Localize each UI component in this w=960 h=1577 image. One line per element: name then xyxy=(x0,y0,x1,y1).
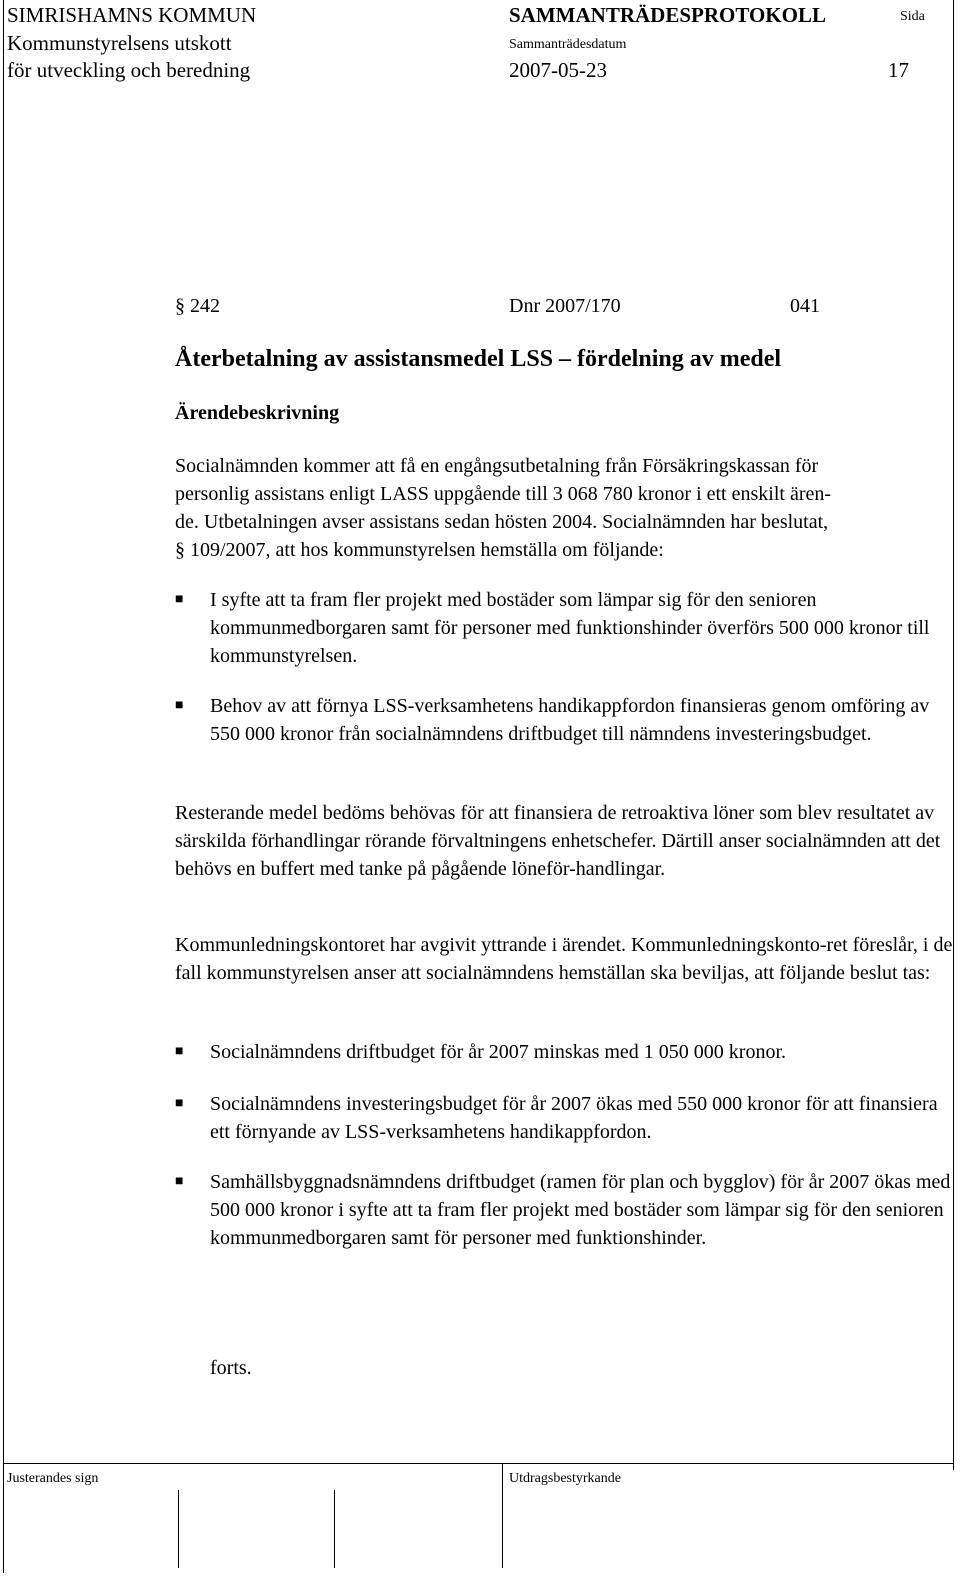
sign-box-divider xyxy=(3,1463,4,1573)
bullet-icon: ■ xyxy=(175,698,184,713)
section-symbol: § xyxy=(175,295,185,317)
meeting-date: 2007-05-23 xyxy=(509,58,607,82)
bullet-icon: ■ xyxy=(175,1174,184,1189)
bullet-icon: ■ xyxy=(175,592,184,607)
continued-marker: forts. xyxy=(210,1357,252,1379)
section-number xyxy=(175,292,220,320)
page-label: Sida xyxy=(900,9,925,24)
utdragsbestyrkande-label: Utdragsbestyrkande xyxy=(509,1471,621,1486)
intro-line-2: personlig assistans enligt LASS uppgående till 3 068 780 kronor i ett enskilt ären- xyxy=(175,483,832,505)
intro-line-4-text: 109/2007, att hos kommunstyrelsen hemställa om följande: xyxy=(190,539,664,561)
list-item: Behov av att förnya LSS-verksamhetens handikappfordon finansieras genom omföring av 550 000 kronor från socialnämndens driftbudget till nämndens investeringsbudget. xyxy=(210,695,930,745)
footer-top-rule xyxy=(3,1463,954,1464)
list-item: I syfte att ta fram fler projekt med bostäder som lämpar sig för den senioren kommunmedborgaren samt för personer med funktionshinder överförs 500 000 kronor till kommunstyrelsen. xyxy=(210,589,930,667)
intro-section-symbol: § xyxy=(175,539,185,561)
dnr: Dnr 2007/170 xyxy=(509,295,621,317)
intro-line-4 xyxy=(175,536,664,564)
list-item: Samhällsbyggnadsnämndens driftbudget (ramen för plan och bygglov) för år 2007 ökas med 500 000 kronor i syfte att ta fram fler projekt med bostäder som lämpar sig för den senioren kommunmedborgaren samt för personer med funktionshinder. xyxy=(210,1171,951,1249)
case-code: 041 xyxy=(790,295,820,317)
section-number-value: 242 xyxy=(190,295,220,317)
paragraph-remaining-funds: Resterande medel bedöms behövas för att finansiera de retroaktiva löner som blev resultatet av särskilda förhandlingar rörande förvaltningens enhetschefer. Därtill anser socialnämnden att det behövs en buffert med tanke på pågående löneför-handlingar. xyxy=(175,802,941,880)
bullet-icon: ■ xyxy=(175,1044,184,1059)
doc-type: SAMMANTRÄDESPROTOKOLL xyxy=(509,3,826,27)
case-title: Återbetalning av assistansmedel LSS – fördelning av medel xyxy=(175,346,782,372)
page-number: 17 xyxy=(888,58,909,82)
intro-line-3: de. Utbetalningen avser assistans sedan hösten 2004. Socialnämnden har beslutat, xyxy=(175,511,829,533)
intro-line-1: Socialnämnden kommer att få en engångsutbetalning från Försäkringskassan för xyxy=(175,455,819,477)
org-name: SIMRISHAMNS KOMMUN xyxy=(7,3,257,27)
date-label: Sammanträdesdatum xyxy=(509,37,627,52)
committee-line-1: Kommunstyrelsens utskott xyxy=(7,31,232,55)
committee-line-2: för utveckling och beredning xyxy=(7,58,251,82)
list-item: Socialnämndens driftbudget för år 2007 minskas med 1 050 000 kronor. xyxy=(210,1041,787,1063)
list-item: Socialnämndens investeringsbudget för år 2007 ökas med 550 000 kronor för att finansiera ett förnyande av LSS-verksamhetens handikappfordon. xyxy=(210,1093,938,1143)
left-margin-rule xyxy=(3,0,4,1470)
justerandes-sign-label: Justerandes sign xyxy=(7,1471,99,1486)
bullet-icon: ■ xyxy=(175,1096,184,1111)
sign-box-divider xyxy=(502,1463,503,1568)
sign-box-divider xyxy=(334,1490,335,1568)
sign-box-divider xyxy=(178,1490,179,1568)
paragraph-kommunledning: Kommunledningskontoret har avgivit yttrande i ärendet. Kommunledningskonto-ret föreslår, i de fall kommunstyrelsen anser att socialnämndens hemställan ska beviljas, att följande beslut tas: xyxy=(175,934,953,984)
subheading: Ärendebeskrivning xyxy=(175,402,340,424)
